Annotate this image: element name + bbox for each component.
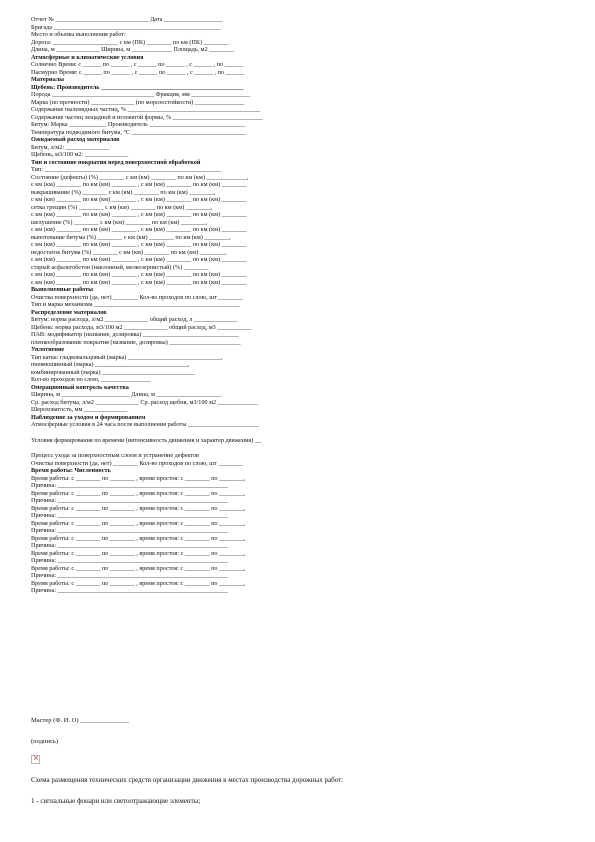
form-line: Тип и состояние покрытия перед поверхностной обработкой — [31, 158, 201, 166]
form-line: с км (км) ________ по км (км) ________ , с км (км) ________ по км (км) ________ — [31, 278, 247, 286]
form-line: Время работы: с ________ по ________ , время простоя: с ________ по ________, — [31, 519, 246, 527]
form-line: с км (км) ________ по км (км) ________ , с км (км) ________ по км (км) ________ — [31, 256, 247, 263]
form-line: Условия формирования по времени (интенсивность движения и характер движения) __ — [31, 436, 262, 444]
form-line: Отчет № ______________________________ Дата ___________________ — [31, 16, 223, 23]
form-line: Причина: _______________________________________________________ — [31, 572, 228, 579]
form-line: Дорога: _____________________ с км (ПК) ________ по км (ПК) ________ — [31, 38, 229, 46]
form-line: выпотевание битума (%) ________ с км (км) ________ по км (км) ________, — [31, 233, 231, 241]
form-line: Причина: _______________________________________________________ — [31, 557, 228, 564]
form-line: пневмошинный (марка) ______________________________, — [31, 361, 190, 368]
form-line: Причина: _______________________________________________________ — [31, 482, 228, 489]
form-line: Температура подводимого битума, °С _____________________________________ — [31, 128, 247, 136]
form-line: Атмосферные и климатические условия — [31, 53, 144, 61]
form-line: Время работы: с ________ по ________ , время простоя: с ________ по ________, — [31, 579, 246, 587]
form-line: пленкообразование покрытия (название, дозировка) _______________________ — [31, 338, 241, 346]
scheme-item-1: 1 - сигнальные фонари или светоотражающие элементы; — [31, 797, 201, 805]
form-line: Шероховатость, мм ______________ — [31, 406, 128, 413]
form-line: Время работы: с ________ по ________ , время простоя: с ________ по ________, — [31, 489, 246, 497]
form-line: Атмосферные условия в 24 часа после выполнения работы _______________________ — [31, 421, 260, 428]
form-line — [31, 444, 321, 452]
form-line: сетка трещин (%) ________ с км (км) ________ по км (км) ________, — [31, 203, 213, 211]
form-line: Содержание пылевидных частиц, % ___________________________________________ — [31, 106, 261, 113]
form-line: Время работы: Численность — [31, 467, 111, 474]
form-line: Выполненные работы — [31, 286, 94, 293]
form-line: Уплотнение — [31, 346, 65, 353]
form-line: ПАВ: модификатор (название, дозировка) _______________________________ — [31, 331, 239, 338]
form-line: Длина, м ______________ Ширина, м _____________ Площадь, м2 ________ — [31, 46, 234, 53]
form-line: Процесс ухода за поверхностным слоем и устранение дефектов — [31, 452, 199, 459]
form-line: Операционный контроль качества — [31, 383, 129, 391]
form-line: Порода _________________________________ Фракция, мм ___________________ — [31, 91, 251, 98]
form-line: старый асфальтобетон (наклонный, мелкозернистый) (%) ________ — [31, 263, 209, 271]
form-line: Время работы: с ________ по ________ , время простоя: с ________ по ________, — [31, 504, 246, 512]
form-line: с км (км) ________ по км (км) ________ , с км (км) ________ по км (км) ________ — [31, 271, 247, 278]
form-line: Материалы — [31, 76, 65, 83]
form-line: Ширина, м ______________________ Длина, м _____________________ — [31, 391, 222, 398]
form-line: Содержание частиц лещадной и игловатой формы, % _____________________________ — [31, 113, 263, 121]
form-line: Время работы: с ________ по ________ , время простоя: с ________ по ________, — [31, 549, 246, 557]
form-line: Ожидаемый расход материалов — [31, 136, 120, 143]
form-line: Кол-во проходов по слою, ________________ — [31, 376, 151, 383]
form-line: Причина: _______________________________________________________ — [31, 527, 228, 534]
form-line: недостаток битума (%) ________ с км (км) ________ по км (км) ________, — [31, 248, 227, 256]
form-line: Солнечно Время: с ______ по ______ , с ______ по ______ , с ______ , по ______ — [31, 61, 244, 68]
form-line: комбинированный (марка) ______________________________ — [31, 368, 195, 376]
form-line: Время работы: с ________ по ________ , время простоя: с ________ по ________, — [31, 534, 246, 542]
form-line: Тип: _________________________________________________________ — [31, 166, 221, 173]
report-form — [31, 16, 321, 595]
form-line: Щебень: Производитель ______________________________________________ — [31, 83, 244, 91]
broken-image-icon: × — [33, 754, 39, 762]
form-line: Время работы: с ________ по ________ , время простоя: с ________ по ________, — [31, 474, 246, 482]
form-line: Ср. расход битума, л/м2 ______________ Ср. расход щебня, м3/100 м2 _____________ — [31, 398, 258, 406]
form-line: Очистка поверхности (да, нет) ________ Кол-во проходов по слою, шт ________ — [31, 459, 244, 467]
form-line: Тип катка: гладковальцовый (марка) ______________________________, — [31, 353, 223, 361]
form-line: Состояние (дефекты) (%) ________ с км (км) ________ по км (км) _____________, — [31, 173, 249, 181]
form-line: Бригада ______________________________________________________ — [31, 23, 221, 31]
form-line: Битум: Марка ____________ Производитель _______________________________ — [31, 121, 246, 128]
form-line: с км (км) ________ по км (км) ________ , с км (км) ________ по км (км) ________ — [31, 226, 247, 233]
form-line: Марка (по прочности) ______________ (по морозостойкости) ________________ — [31, 98, 245, 106]
form-line: Причина: _______________________________________________________ — [31, 512, 228, 519]
form-line: с км (км) ________ по км (км) ________ , с км (км) ________ по км (км) ________ — [31, 196, 247, 203]
signature-label: (подпись) — [31, 738, 58, 745]
form-line: Наблюдение за уходом и формированием — [31, 413, 146, 421]
form-line: Время работы: с ________ по ________ , время простоя: с ________ по ________, — [31, 564, 246, 572]
form-line: Пасмурно Время: с ______ по ______ , с ______ по ______ , с ______ , по ______ — [31, 68, 245, 76]
form-line: Тип и марка механизма _______________________________________________ — [31, 301, 240, 308]
form-line: шелушение (%) ________ с км (км) ________ по км (км) ________, — [31, 218, 208, 226]
form-line: Причина: _______________________________________________________ — [31, 542, 228, 549]
form-line: выкрашивание (%) ________ с км (км) ________ по км (км) ________, — [31, 188, 216, 196]
form-line: Битум: норма расхода, л/м2 ______________ общий расход, л ______________ — [31, 316, 238, 323]
form-line: с км (км) ________ по км (км) ________ , с км (км) ________ по км (км) ________ — [31, 211, 247, 218]
form-line — [31, 429, 321, 437]
form-line: Очистка поверхности (да, нет) ________ Кол-во проходов по слою, шт ________ — [31, 293, 244, 301]
master-line: Мастер (Ф. И. О) _______________ — [31, 717, 129, 724]
form-line: Щебень, м3/100 м2: ______________ — [31, 151, 129, 158]
form-line: с км (км) ________ по км (км) ________ , с км (км) ________ по км (км) ________ — [31, 241, 247, 248]
form-line: Распределение материалов — [31, 308, 107, 316]
form-line: с км (км) ________ по км (км) ________ , с км (км) ________ по км (км) ________ — [31, 181, 247, 188]
form-line: Причина: _______________________________________________________ — [31, 497, 228, 504]
form-line: Место и объемы выполнения работ: — [31, 31, 126, 38]
form-line: Битум, л/м2: ______________ — [31, 143, 109, 151]
scheme-title: Схема размещения технических средств организации движения в местах производства дорожных работ: — [31, 776, 344, 784]
form-line: Щебень: норма расхода, м3/100 м2 ______________ общий расход, м3 ___________ — [31, 323, 252, 331]
form-line: Причина: _______________________________________________________ — [31, 587, 228, 594]
